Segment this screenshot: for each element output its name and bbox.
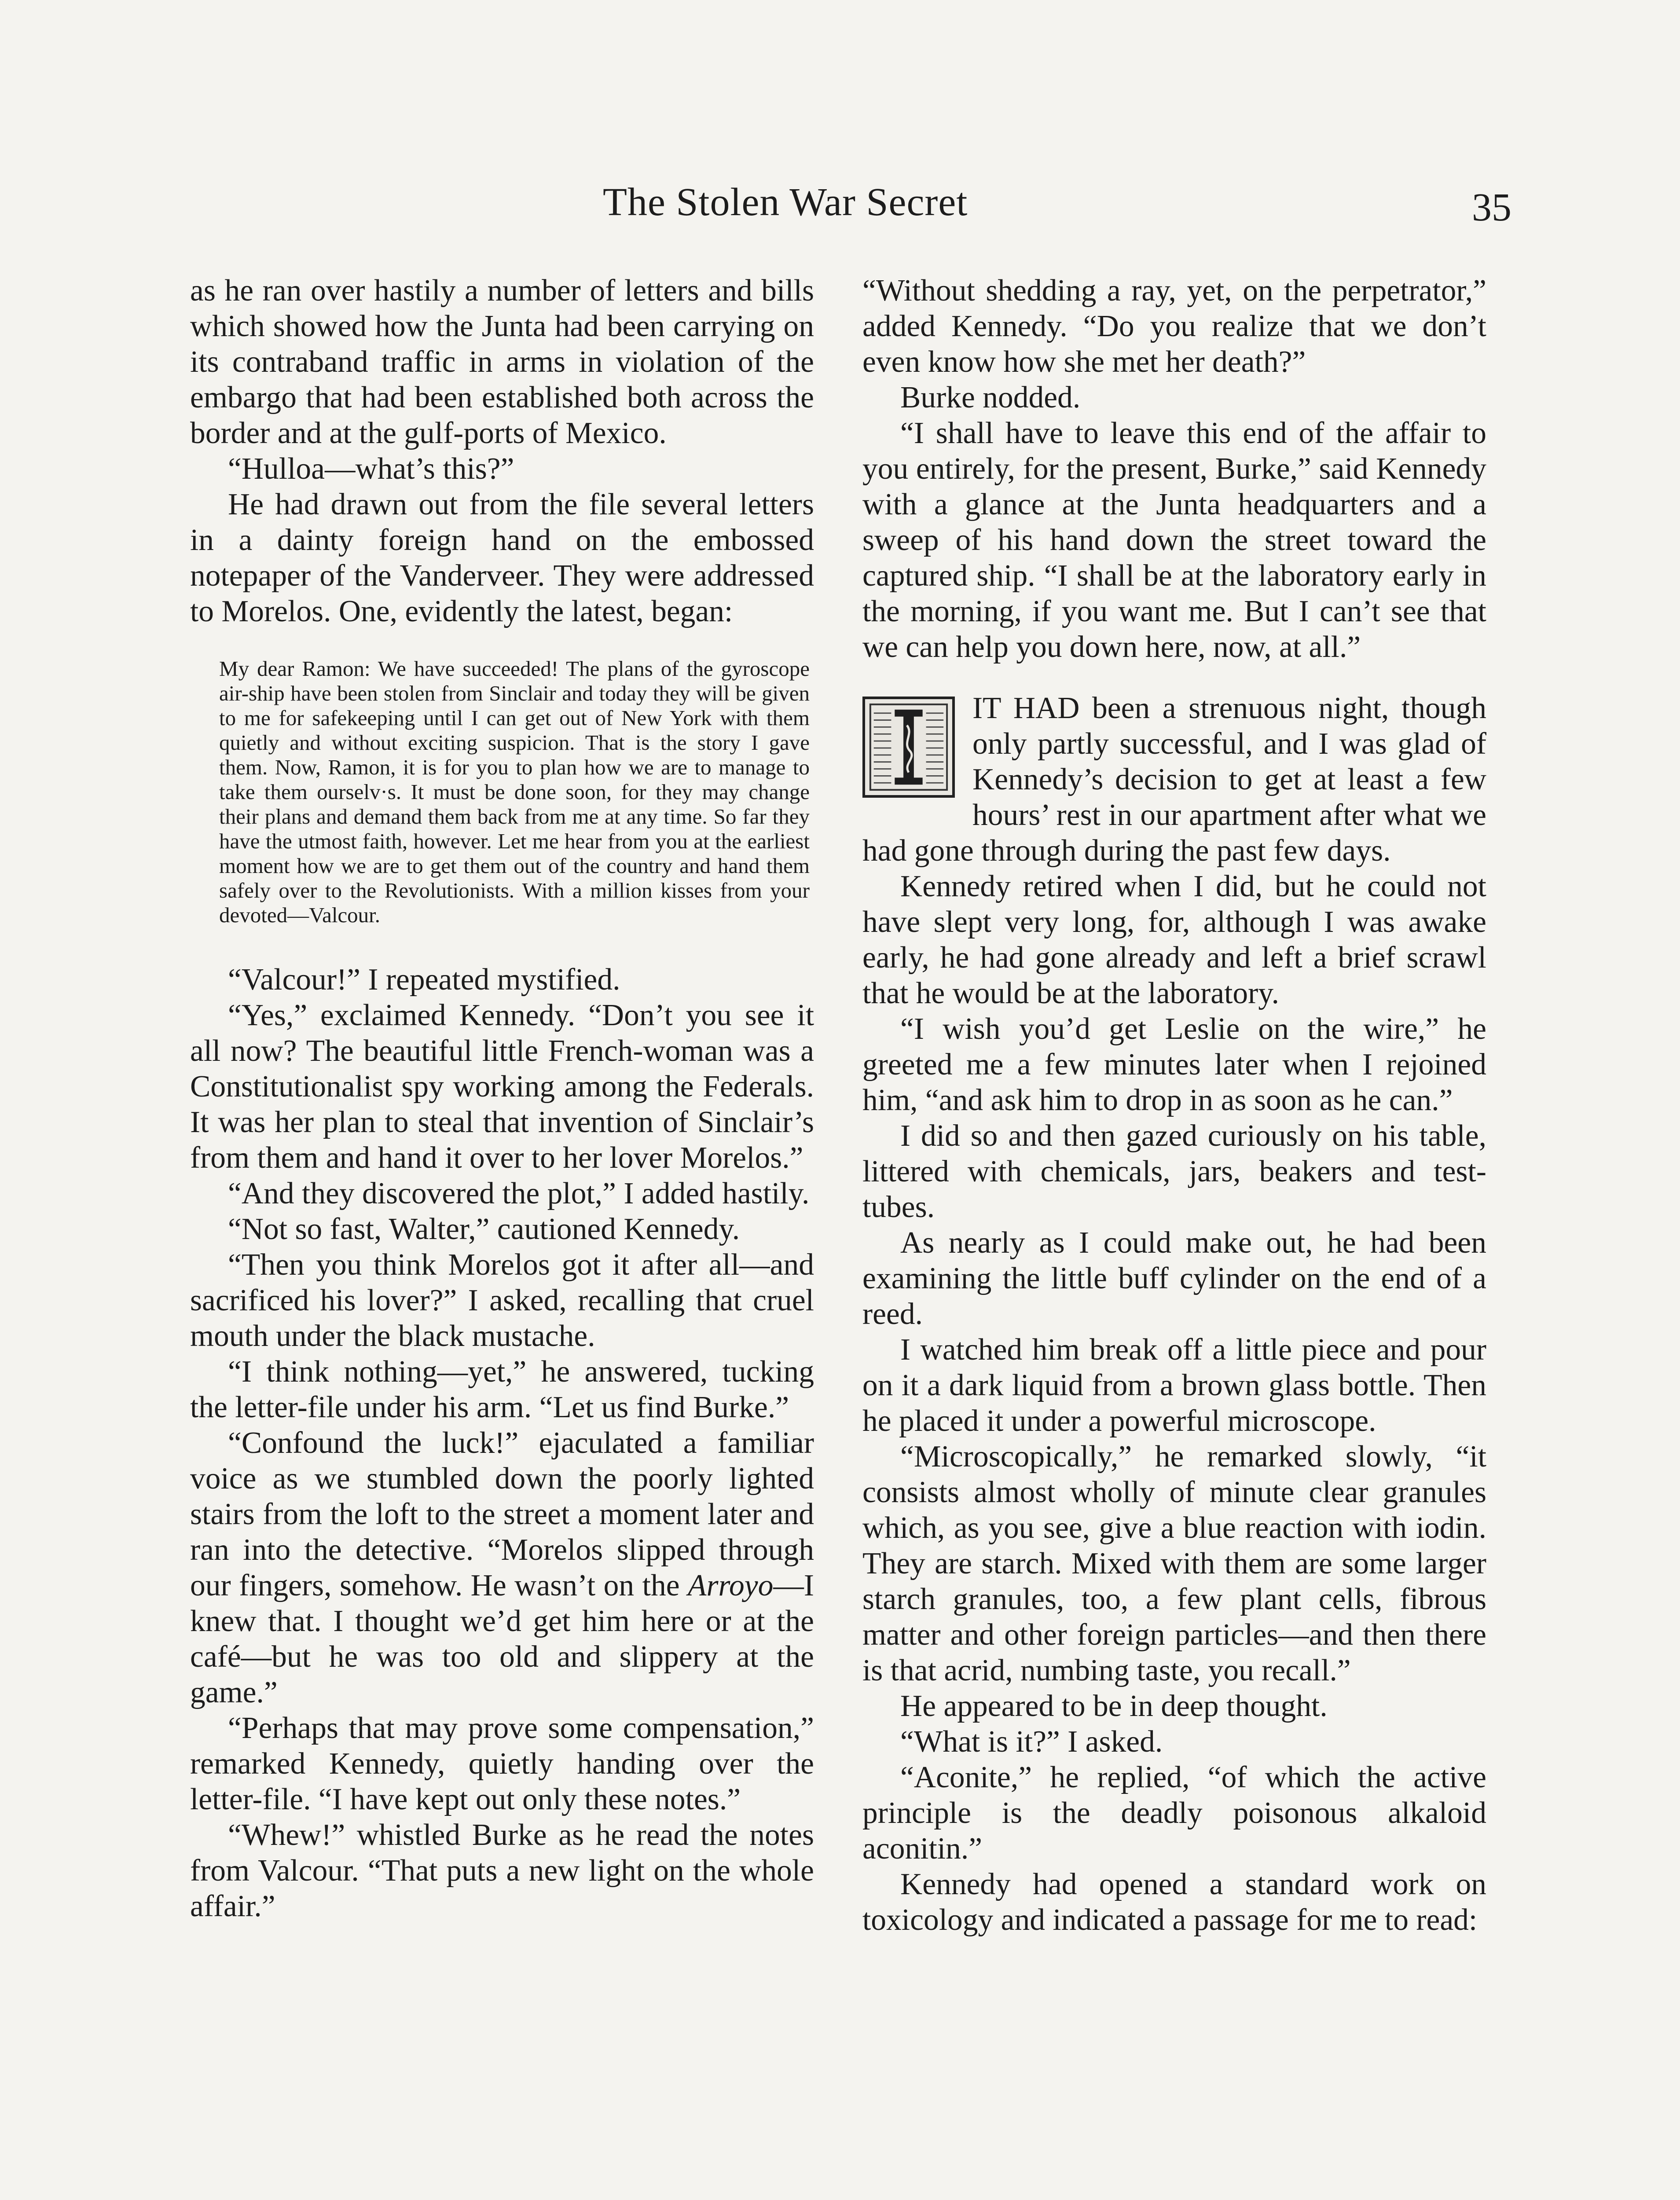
paragraph: “Yes,” exclaimed Kennedy. “Don’t you see it all now? The beautiful little French-woman was a Constitutionalist spy working among the Federals. It was her plan to steal that invention of Sinclair’s from them and hand it over to her lover Morelos.” bbox=[190, 998, 814, 1175]
paragraph: “Valcour!” I repeated mystified. bbox=[228, 963, 620, 997]
paragraph: He appeared to be in deep thought. bbox=[900, 1689, 1328, 1723]
paragraph: “Aconite,” he replied, “of which the active principle is the deadly poisonous alkaloid aconitin.” bbox=[862, 1760, 1486, 1866]
quoted-letter: My dear Ramon: We have succeeded! The plans of the gyroscope air-ship have been stolen from Sinclair and today they will be given to me for safekeeping until I can get out of New York with them quietly and without exciting suspicion. That is the story I gave them. Now, Ramon, it is for you to plan how we are to manage to take them ourselv·s. It must be done soon, for they may change their plans and demand them back from me at any time. So far they have the utmost faith, however. Let me hear from you at the earliest moment how we are to get them out of the country and hand them safely over to the Revolutionists. With a million kisses from your devoted—Valcour. bbox=[219, 656, 810, 927]
paragraph bbox=[190, 1425, 814, 1710]
ship-name: Arroyo bbox=[688, 1569, 774, 1602]
running-head bbox=[0, 180, 1680, 237]
paragraph: “Perhaps that may prove some compensation,” remarked Kennedy, quietly handing over the letter-file. “I have kept out only these notes.” bbox=[190, 1711, 814, 1816]
paragraph: “Without shedding a ray, yet, on the perpetrator,” added Kennedy. “Do you realize that we don’t even know how she met her death?” bbox=[862, 274, 1486, 379]
paragraph: “I wish you’d get Leslie on the wire,” he greeted me a few minutes later when I rejoined him, “and ask him to drop in as soon as he can.” bbox=[862, 1012, 1486, 1117]
paragraph: as he ran over hastily a number of letters and bills which showed how the Junta had been carrying on its contraband traffic in arms in violation of the embargo that had been established both across the border and at the gulf-ports of Mexico. bbox=[190, 274, 814, 450]
paragraph: “What is it?” I asked. bbox=[900, 1725, 1163, 1759]
paragraph: I watched him break off a little piece and pour on it a dark liquid from a brown glass bottle. Then he placed it under a powerful microscope. bbox=[862, 1333, 1486, 1438]
right-column bbox=[862, 273, 1486, 1938]
section-opening-paragraph bbox=[862, 690, 1486, 869]
paragraph: “Hulloa—what’s this?” bbox=[228, 452, 514, 486]
paragraph: “Whew!” whistled Burke as he read the notes from Valcour. “That puts a new light on the whole affair.” bbox=[190, 1818, 814, 1923]
paragraph: “Then you think Morelos got it after all—and sacrificed his lover?” I asked, recalling that cruel mouth under the black mustache. bbox=[190, 1248, 814, 1353]
paragraph: As nearly as I could make out, he had been examining the little buff cylinder on the end of a reed. bbox=[862, 1226, 1486, 1331]
page-title: The Stolen War Secret bbox=[603, 180, 968, 224]
page-number: 35 bbox=[1472, 186, 1511, 229]
text-run: “Confound the luck!” ejaculated a familiar voice as we stumbled down the poorly lighted stairs from the loft to the street a moment later and ran into the detective. “Morelos slipped through our fingers, somehow. He wasn’t on the bbox=[190, 1426, 814, 1602]
paragraph: Burke nodded. bbox=[900, 381, 1081, 414]
paragraph: “Microscopically,” he remarked slowly, “it consists almost wholly of minute clear granules which, as you see, give a blue reaction with iodin. They are starch. Mixed with them are some larger starch granules, too, a few plant cells, fibrous matter and other foreign particles—and then there is that acrid, numbing taste, you recall.” bbox=[862, 1440, 1486, 1687]
paragraph: He had drawn out from the file several letters in a dainty foreign hand on the embossed notepaper of the Vanderveer. They were addressed to Morelos. One, evidently the latest, began: bbox=[190, 488, 814, 628]
paragraph: Kennedy retired when I did, but he could not have slept very long, for, although I was awake early, he had gone already and left a brief scrawl that he would be at the laboratory. bbox=[862, 869, 1486, 1010]
paragraph: “Not so fast, Walter,” cautioned Kennedy. bbox=[228, 1212, 740, 1246]
paragraph: “And they discovered the plot,” I added hastily. bbox=[228, 1177, 810, 1210]
ornamental-initial-icon bbox=[862, 697, 955, 798]
paragraph: “I shall have to leave this end of the affair to you entirely, for the present, Burke,” said Kennedy with a glance at the Junta headquarters and a sweep of his hand down the street toward the captured ship. “I shall be at the laboratory early in the morning, if you want me. But I can’t see that we can help you down here, now, at all.” bbox=[862, 416, 1486, 664]
paragraph: “I think nothing—yet,” he answered, tucking the letter-file under his arm. “Let us find Burke.” bbox=[190, 1355, 814, 1424]
left-column bbox=[190, 273, 814, 1924]
text-run: —I knew that. I thought we’d get him here or at the café—but he was too old and slippery at the game.” bbox=[190, 1569, 814, 1709]
paragraph: I did so and then gazed curiously on his table, littered with chemicals, jars, beakers and test-tubes. bbox=[862, 1119, 1486, 1224]
text-run: IT HAD been a strenuous night, though only partly successful, and I was glad of Kennedy’s decision to get at least a few hours’ rest in our apartment after what we had gone through during the past few days. bbox=[862, 691, 1486, 868]
paragraph: Kennedy had opened a standard work on toxicology and indicated a passage for me to read: bbox=[862, 1867, 1486, 1937]
